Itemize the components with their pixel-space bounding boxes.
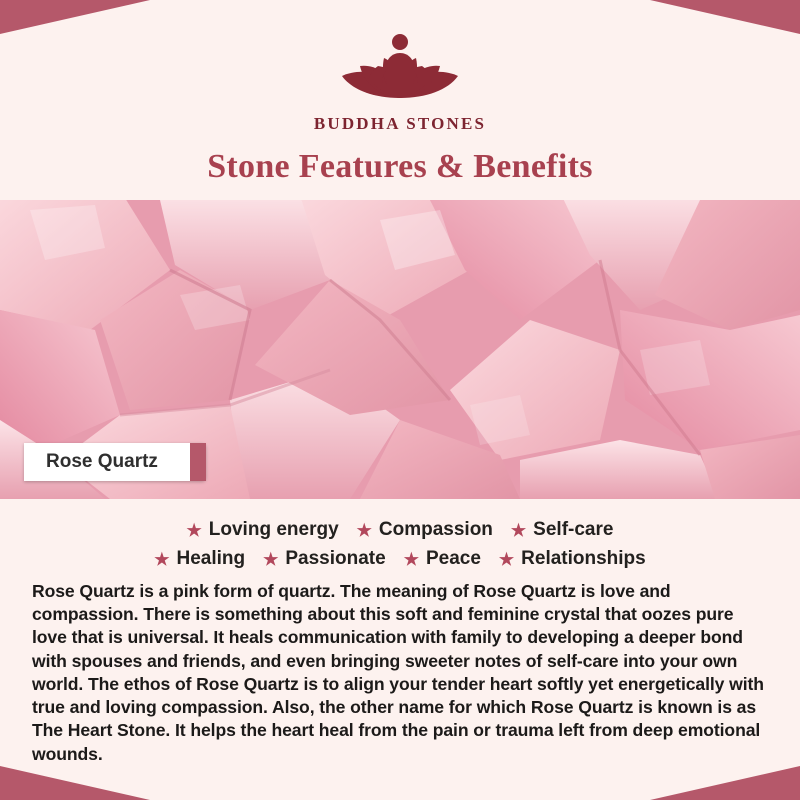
benefit-item xyxy=(404,548,481,570)
benefit-item xyxy=(263,548,386,570)
benefits-row-1 xyxy=(34,519,766,541)
benefit-label: Loving energy xyxy=(208,519,339,540)
page-title: Stone Features & Benefits xyxy=(207,148,593,185)
star-icon: ★ xyxy=(154,549,170,569)
benefit-item xyxy=(511,519,614,541)
star-icon: ★ xyxy=(498,549,515,569)
star-icon: ★ xyxy=(510,520,527,540)
benefit-item xyxy=(499,548,646,570)
benefit-item xyxy=(154,548,245,570)
benefit-label: Compassion xyxy=(378,519,493,540)
benefit-label: Passionate xyxy=(285,548,386,569)
corner-decoration-bottom-right xyxy=(650,766,800,800)
benefits-row-2 xyxy=(34,548,766,570)
benefit-label: Healing xyxy=(176,548,246,569)
star-icon: ★ xyxy=(403,549,419,569)
stone-name-caption: Rose Quartz xyxy=(24,443,206,481)
benefit-item xyxy=(357,519,493,541)
star-icon: ★ xyxy=(186,520,202,540)
benefit-item xyxy=(187,519,339,541)
benefit-label: Peace xyxy=(425,548,481,569)
corner-decoration-bottom-left xyxy=(0,766,150,800)
star-icon: ★ xyxy=(356,520,372,540)
hero-image-container xyxy=(0,200,800,499)
description-paragraph: Rose Quartz is a pink form of quartz. The meaning of Rose Quartz is love and compassion. There is something about this soft and feminine crystal that oozes pure love that is universal. It heals communication with family to developing a deeper bond with spouses and friends, and even bringing sweeter notes of self-care into your own world. The ethos of Rose Quartz is to align your tender heart softly yet energetically with true and loving compassion. Also, the other name for which Rose Quartz is known is as The Heart Stone. It helps the heart heal from the pain or trauma left from deep emotional wounds. xyxy=(32,581,764,764)
title-band xyxy=(0,148,800,192)
benefits-list xyxy=(0,519,800,570)
star-icon: ★ xyxy=(263,549,279,569)
benefit-label: Relationships xyxy=(521,548,646,569)
brand-name: BUDDHA STONES xyxy=(313,114,487,133)
brand-header xyxy=(0,0,800,134)
lotus-meditation-icon xyxy=(334,26,466,108)
benefit-label: Self-care xyxy=(533,519,614,540)
